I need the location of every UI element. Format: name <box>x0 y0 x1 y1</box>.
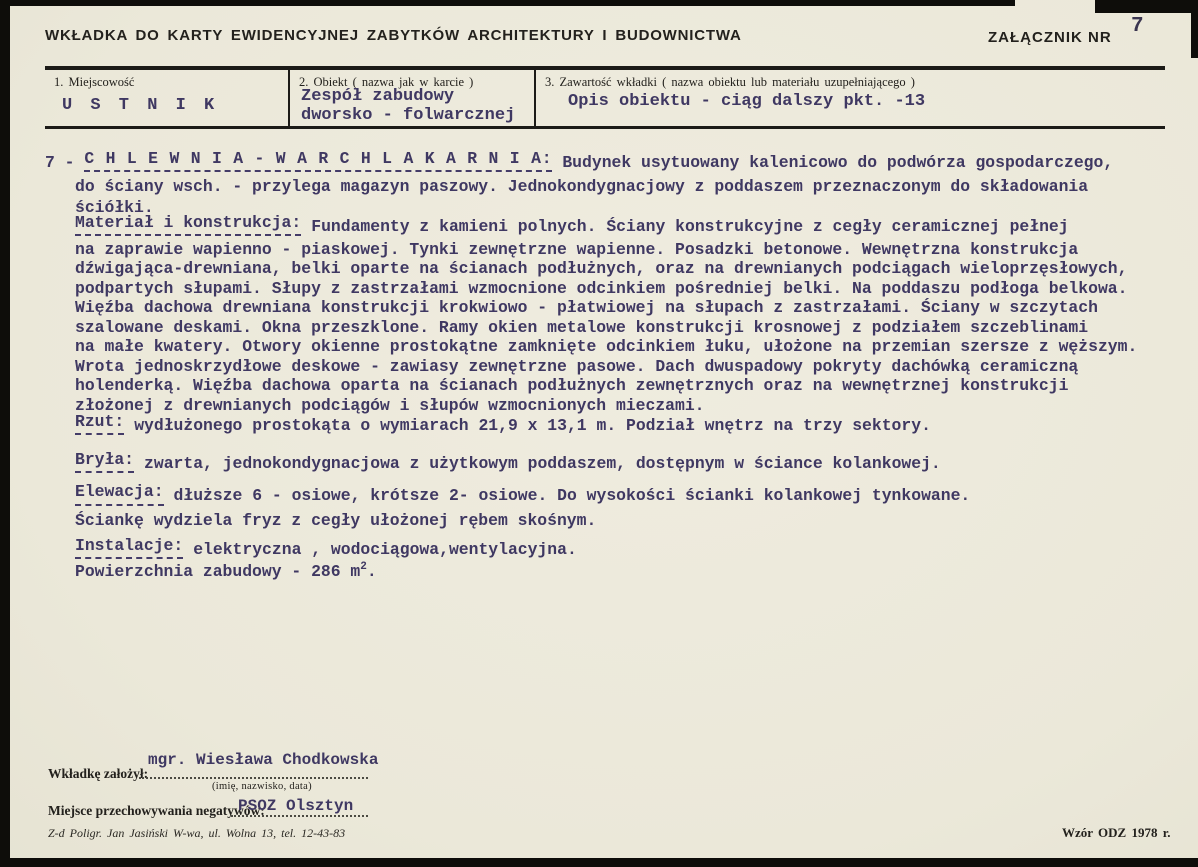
section-chlewnia-heading: C H L E W N I A - W A R C H L A K A R N I A: <box>84 148 552 172</box>
section-bryla <box>75 452 941 477</box>
negatives-value: PSOZ Olsztyn <box>238 797 354 815</box>
document-title: WKŁADKA DO KARTY EWIDENCYJNEJ ZABYTKÓW ARCHITEKTURY I BUDOWNICTWA <box>45 27 742 44</box>
text-line: na zaprawie wapienno - piaskowej. Tynki zewnętrzne wapienne. Posadzki betonowe. Wewnętrzna konstrukcja <box>75 239 1079 259</box>
section-bryla-heading: Bryła: <box>75 449 134 473</box>
area-text: Powierzchnia zabudowy - 286 m <box>75 562 361 581</box>
field-zawartosc <box>534 70 1165 126</box>
printer-info: Z-d Poligr. Jan Jasiński W-wa, ul. Wolna 13, tel. 12-43-83 <box>48 826 346 840</box>
text-line: szalowane deskami. Okna przeszklone. Ramy okien metalowe konstrukcji krosnowej z podziałem szczeblinami <box>75 317 1089 337</box>
text-line: Ściankę wydziela fryz z cegły ułożonej rębem skośnym. <box>75 511 597 530</box>
founder-caption: (imię, nazwisko, data) <box>212 781 312 792</box>
section-instalacje <box>75 538 577 563</box>
text-line: zwarta, jednokondygnacjowa z użytkowym poddaszem, dostępnym w ściance kolankowej. <box>144 454 941 473</box>
field-miejscowosc-value: U S T N I K <box>62 96 219 115</box>
section-rzut-heading: Rzut: <box>75 411 124 435</box>
field-miejscowosc-label: 1. Miejscowość <box>54 75 135 89</box>
text-line: Budynek usytuowany kalenicowo do podwórza gospodarczego, <box>562 153 1114 172</box>
text-line: ściółki. <box>75 198 154 217</box>
section-material-konstrukcja <box>75 213 1138 415</box>
text-line: do ściany wsch. - przylega magazyn paszowy. Jednokondygnacjowy z poddaszem przeznaczonym do składowania <box>75 177 1089 196</box>
scan-edge-left <box>0 0 10 867</box>
text-line: elektryczna , wodociągowa,wentylacyjna. <box>193 540 577 559</box>
text-line: Więźba dachowa drewniana konstrukcji krokwiowo - płatwiowej na słupach z zastrzałami. Ściany w szczytach <box>75 298 1098 317</box>
form-code: Wzór ODZ 1978 r. <box>1062 825 1171 840</box>
section-instalacje-heading: Instalacje: <box>75 535 183 559</box>
founder-value: mgr. Wiesława Chodkowska <box>148 751 379 769</box>
area-period: . <box>366 562 377 581</box>
field-miejscowosc <box>45 70 288 126</box>
area-line <box>75 561 377 585</box>
field-obiekt-value-line2: dworsko - folwarcznej <box>301 106 516 125</box>
section-elewacja-heading: Elewacja: <box>75 481 164 506</box>
scan-edge-top-right <box>1095 0 1198 13</box>
field-obiekt <box>288 70 534 126</box>
scan-edge-right <box>1191 0 1198 58</box>
text-line: złożonej z drewnianych podciągów i słupów wzmocnionych mieczami. <box>75 395 705 415</box>
scan-edge-bottom <box>0 858 1198 867</box>
founder-label: Wkładkę założył: <box>48 766 149 781</box>
field-zawartosc-label: 3. Zawartość wkładki ( nazwa obiektu lub materiału uzupełniającego ) <box>545 75 915 89</box>
text-line: holenderką. Więźba dachowa oparta na ścianach podłużnych zewnętrznych oraz na wewnętrznej konstrukcji <box>75 376 1069 395</box>
negatives-label: Miejsce przechowywania negatywów: <box>48 803 265 818</box>
header-table <box>45 66 1165 129</box>
field-zawartosc-value: Opis obiektu - ciąg dalszy pkt. -13 <box>568 92 926 111</box>
section-powierzchnia <box>75 561 377 585</box>
item-number: 7 - <box>45 153 85 172</box>
section-chlewnia <box>45 151 1113 218</box>
area-superscript: 2 <box>360 561 367 573</box>
text-line: dłuższe 6 - osiowe, krótsze 2- osiowe. Do wysokości ścianki kolankowej tynkowane. <box>173 486 971 505</box>
field-obiekt-value <box>301 87 515 125</box>
field-obiekt-value-line1: Zespół zabudowy <box>301 87 455 106</box>
scan-edge-top <box>0 0 1015 6</box>
attachment-label: ZAŁĄCZNIK NR <box>988 29 1112 46</box>
text-line: dźwigająca-drewniana, belki oparte na ścianach podłużnych, oraz na drewnianych podciągach wieloprzęsłowych, <box>75 259 1128 278</box>
text-line: Wrota jednoskrzydłowe deskowe - zawiasy zewnętrzne pasowe. Dach dwuspadowy pokryty dachówką ceramiczną <box>75 356 1079 376</box>
section-elewacja <box>75 484 970 532</box>
attachment-number: 7 <box>1131 15 1144 38</box>
text-line: Fundamenty z kamieni polnych. Ściany konstrukcyjne z cegły ceramicznej pełnej <box>311 217 1069 236</box>
section-material-heading: Materiał i konstrukcja: <box>75 213 301 236</box>
text-line: na małe kwatery. Otwory okienne prostokątne zamknięte odcinkiem łuku, ułożone na przemian szersze z węższym. <box>75 337 1138 356</box>
text-line: wydłużonego prostokąta o wymiarach 21,9 x 13,1 m. Podział wnętrz na trzy sektory. <box>134 416 931 435</box>
section-rzut <box>75 414 931 439</box>
text-line: podpartych słupami. Słupy z zastrzałami wzmocnione odcinkiem pośredniej belki. Na poddaszu podłoga belkowa. <box>75 278 1128 298</box>
field-obiekt-label: 2. Obiekt ( nazwa jak w karcie ) <box>299 75 474 89</box>
